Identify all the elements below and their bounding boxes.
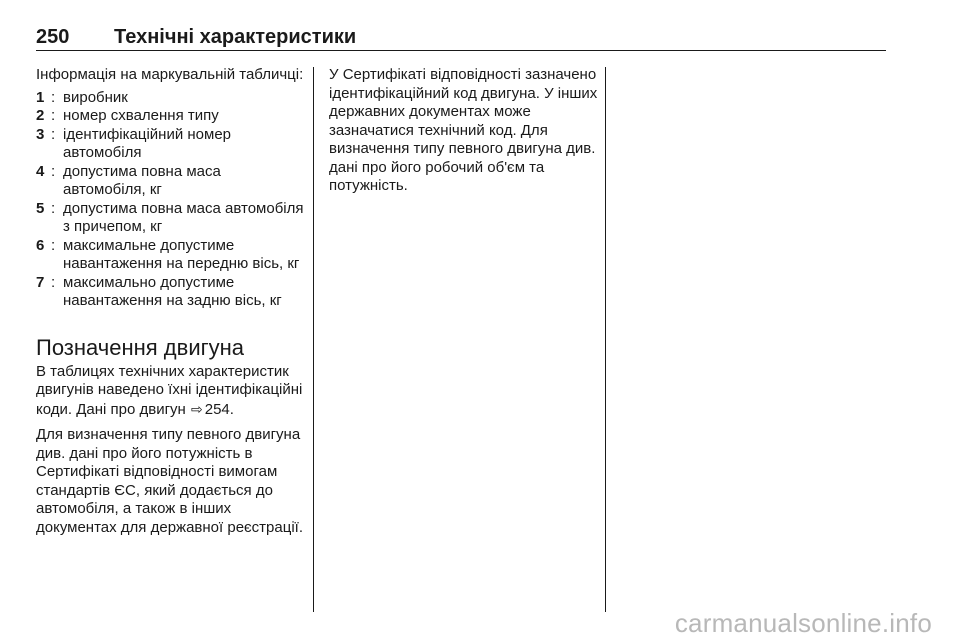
legend-number: 7 <box>36 273 45 291</box>
engine-code-paragraph <box>36 363 306 420</box>
legend-colon: : <box>51 236 56 254</box>
page-reference-link[interactable]: 254. <box>204 400 234 418</box>
legend-text: виробник <box>63 88 128 106</box>
column-divider-right <box>605 67 606 612</box>
plate-legend <box>36 89 306 311</box>
legend-item <box>36 89 306 108</box>
column-divider-left <box>313 67 314 612</box>
header-rule <box>36 50 886 51</box>
engine-type-paragraph: Для визначення типу певного двигуна див. дані про його потужність в Сертифікаті відповідності вимогам стандартів ЄС, який додається до автомобіля, а також в інших документах для державної реєстрації. <box>36 426 303 536</box>
legend-colon: : <box>51 162 56 180</box>
column-middle <box>329 66 599 196</box>
legend-text: максимально допустиме навантаження на задню вісь, кг <box>63 273 282 309</box>
legend-colon: : <box>51 107 56 124</box>
legend-colon: : <box>51 88 56 106</box>
watermark: carmanualsonline.info <box>674 608 932 638</box>
legend-colon: : <box>51 273 56 291</box>
legend-number: 2 <box>36 107 45 124</box>
legend-colon: : <box>51 125 56 143</box>
legend-item <box>36 126 306 163</box>
legend-number: 4 <box>36 162 45 180</box>
legend-number: 5 <box>36 199 45 217</box>
page-number: 250 <box>36 26 70 48</box>
legend-item <box>36 274 306 311</box>
legend-number: 1 <box>36 88 45 106</box>
legend-text: номер схвалення типу <box>63 107 219 124</box>
legend-item <box>36 163 306 200</box>
legend-text: максимальне допустиме навантаження на передню вісь, кг <box>63 236 300 272</box>
chapter-title: Технічні характеристики <box>114 26 357 48</box>
legend-number: 6 <box>36 236 45 254</box>
legend-text: ідентифікаційний номер автомобіля <box>63 125 232 161</box>
legend-text: допустима повна маса автомобіля, кг <box>63 162 221 198</box>
plate-intro: Інформація на маркувальній табличці: <box>36 66 304 83</box>
page-header <box>36 26 886 48</box>
column-left <box>36 66 306 537</box>
certificate-paragraph: У Сертифікаті відповідності зазначено ідентифікаційний код двигуна. У інших державних документах може зазначатися технічний код. Для визначення типу певного двигуна див. дані про його робочий об'єм та потужність. <box>329 66 598 194</box>
engine-code-text: В таблицях технічних характеристик двигунів наведено їхні ідентифікаційні коди. Дані про двигун <box>36 362 303 418</box>
legend-colon: : <box>51 199 56 217</box>
legend-item <box>36 107 306 126</box>
legend-number: 3 <box>36 125 45 143</box>
section-heading: Позначення двигуна <box>36 334 245 360</box>
legend-text: допустима повна маса автомобіля з причепом, кг <box>63 199 304 235</box>
page-reference-icon: ⇨ <box>191 400 203 417</box>
legend-item <box>36 200 306 237</box>
legend-item <box>36 237 306 274</box>
